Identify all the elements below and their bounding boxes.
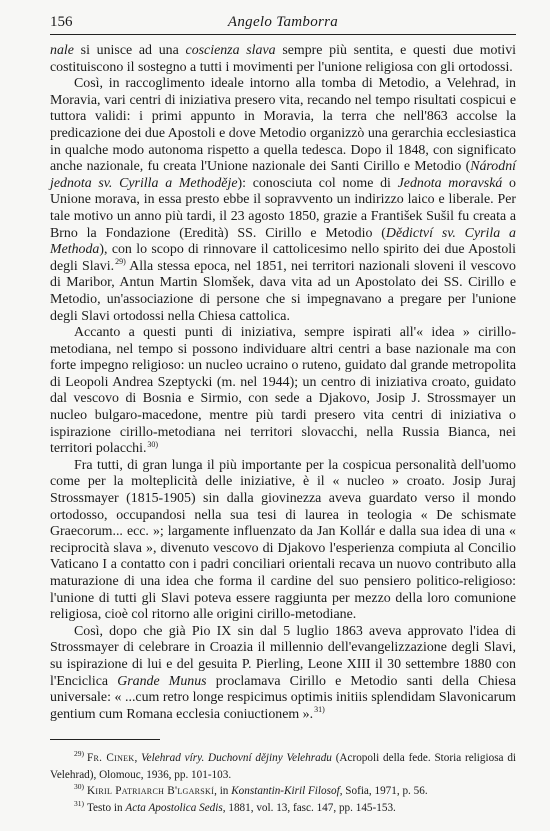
page	[50, 12, 516, 723]
page-header	[50, 12, 516, 35]
footnote-number: 31)	[74, 799, 84, 809]
paragraph: Accanto a questi punti di iniziativa, sempre ispirati all'« idea » cirillo-metodiana, nel tempo si possono individuare altri centri a base nazionale ma con forte impegno religioso: un nucleo ucraino o ruteno, guidato dal grande metropolita di Leopoli Andrea Szeptycki (m. nel 1944); un centro di iniziativa croato, guidato dal vescovo di Bosnia e Sirmio, con sede a Djakovo, Josip J. Strossmayer un nucleo bulgaro-macedone, mentre più tardi presero vita centri di iniziativa o ispirazione cirillo-metodiana nei territori slovacchi, nella Russia Bianca, nei territori polacchi.$^{30)}$	[50, 325, 516, 457]
footnote-text: Kiril Patriarch B'lgarskí, in Konstantin-Kiril Filosof, Sofia, 1971, p. 56.	[87, 785, 428, 798]
body-text	[50, 43, 516, 723]
page-number: 156	[50, 14, 73, 30]
footnote-text: Testo in Acta Apostolica Sedis, 1881, vol. 13, fasc. 147, pp. 145-153.	[87, 801, 396, 814]
footnote-divider	[50, 739, 160, 740]
footnote-text: Fr. Cinek, Velehrad víry. Duchovní dějiny Velehradu (Acropoli della fede. Storia religiosa di Velehrad), Olomouc, 1936, pp. 101-103.	[50, 752, 517, 781]
paragraph: nale si unisce ad una coscienza slava sempre più sentita, e questi due motivi costituiscono il sostegno a tutti i movimenti per l'unione religiosa con gli ortodossi.	[50, 43, 517, 75]
footnote-number: 30)	[74, 782, 84, 792]
footnote	[50, 783, 516, 800]
paragraph: Così, dopo che già Pio IX sin dal 5 luglio 1863 aveva approvato l'idea di Strossmayer di celebrare in Croazia il millennio dell'evangelizzazione degli Slavi, su ispirazione di lui e del gesuita P. Pierling, Leone XIII il 30 settembre 1880 con l'Enciclica Grande Munus proclamava Cirillo e Metodio santi della Chiesa universale: « ...cum retro longe respicimus optimis initiis splendidam Slavonicarum gentium cum Romana ecclesia coniuctionem ».$^{31)}$	[50, 623, 516, 722]
footnote	[50, 750, 516, 783]
running-head: Angelo Tamborra	[227, 14, 339, 30]
footnote	[50, 800, 516, 817]
paragraph: Così, in raccoglimento ideale intorno alla tomba di Metodio, a Velehrad, in Moravia, vari centri di iniziativa presero vita, recando nel tempo risultati cospicui e tuttora validi: i primi appunto in Moravia, la terra che nell'863 accolse la predicazione dei due Apostoli e dove Metodio organizzò una gerarchia ecclesiastica in qualche modo autonoma rispetto a quella tedesca. Dopo il 1848, con significato anche nazionale, fu creata l'Unione nazionale dei Santi Cirillo e Metodio (Národní jednota sv. Cyrilla a Methoděje): conosciuta col nome di Jednota moravská o Unione morava, in essa presto ebbe il sopravvento un indirizzo laico e liberale. Per tale motivo un anno più tardi, il 23 agosto 1850, grazie a František Sušil fu creata a Brno la Fondazione (Eredità) SS. Cirillo e Metodio (Dědictví sv. Cyrila a Methoda), con lo scopo di rinnovare il cattolicesimo nello spirito dei due Apostoli degli Slavi.$^{29)}$ Alla stessa epoca, nel 1851, nei territori nazionali sloveni il vescovo di Maribor, Antun Martin Slomšek, dava vita ad un Apostolato dei SS. Cirillo e Metodio, un'associazione di persone che si impegnavano a pregare per l'unione degli Slavi ortodossi nella Chiesa cattolica.	[50, 76, 516, 324]
paragraph: Fra tutti, di gran lunga il più importante per la cospicua personalità dell'uomo come per la molteplicità delle iniziative, è il « nucleo » croato. Josip Juraj Strossmayer (1815-1905) sin dalla giovinezza aveva guardato verso il mondo ortodosso, occupandosi nella sua tesi di laurea in teologia « De schismate Graecorum... ecc. »; largamente influenzato da Jan Kollár e dalla sua idea di una « reciprocità slava », divenuto vescovo di Djakovo l'esperienza compiuta al Concilio Vaticano I a contatto con i padri conciliari orientali recava un nuovo contributo alla maturazione di una idea che forma il cardine del suo pensiero politico-religioso: l'unione di tutti gli Slavi poteva essere raggiunta per mezzo della loro comunione religiosa, cioè col ritorno alle origini cirillo-metodiane.	[50, 457, 516, 623]
footnote-number: 29)	[74, 749, 84, 759]
footnotes	[50, 750, 516, 816]
